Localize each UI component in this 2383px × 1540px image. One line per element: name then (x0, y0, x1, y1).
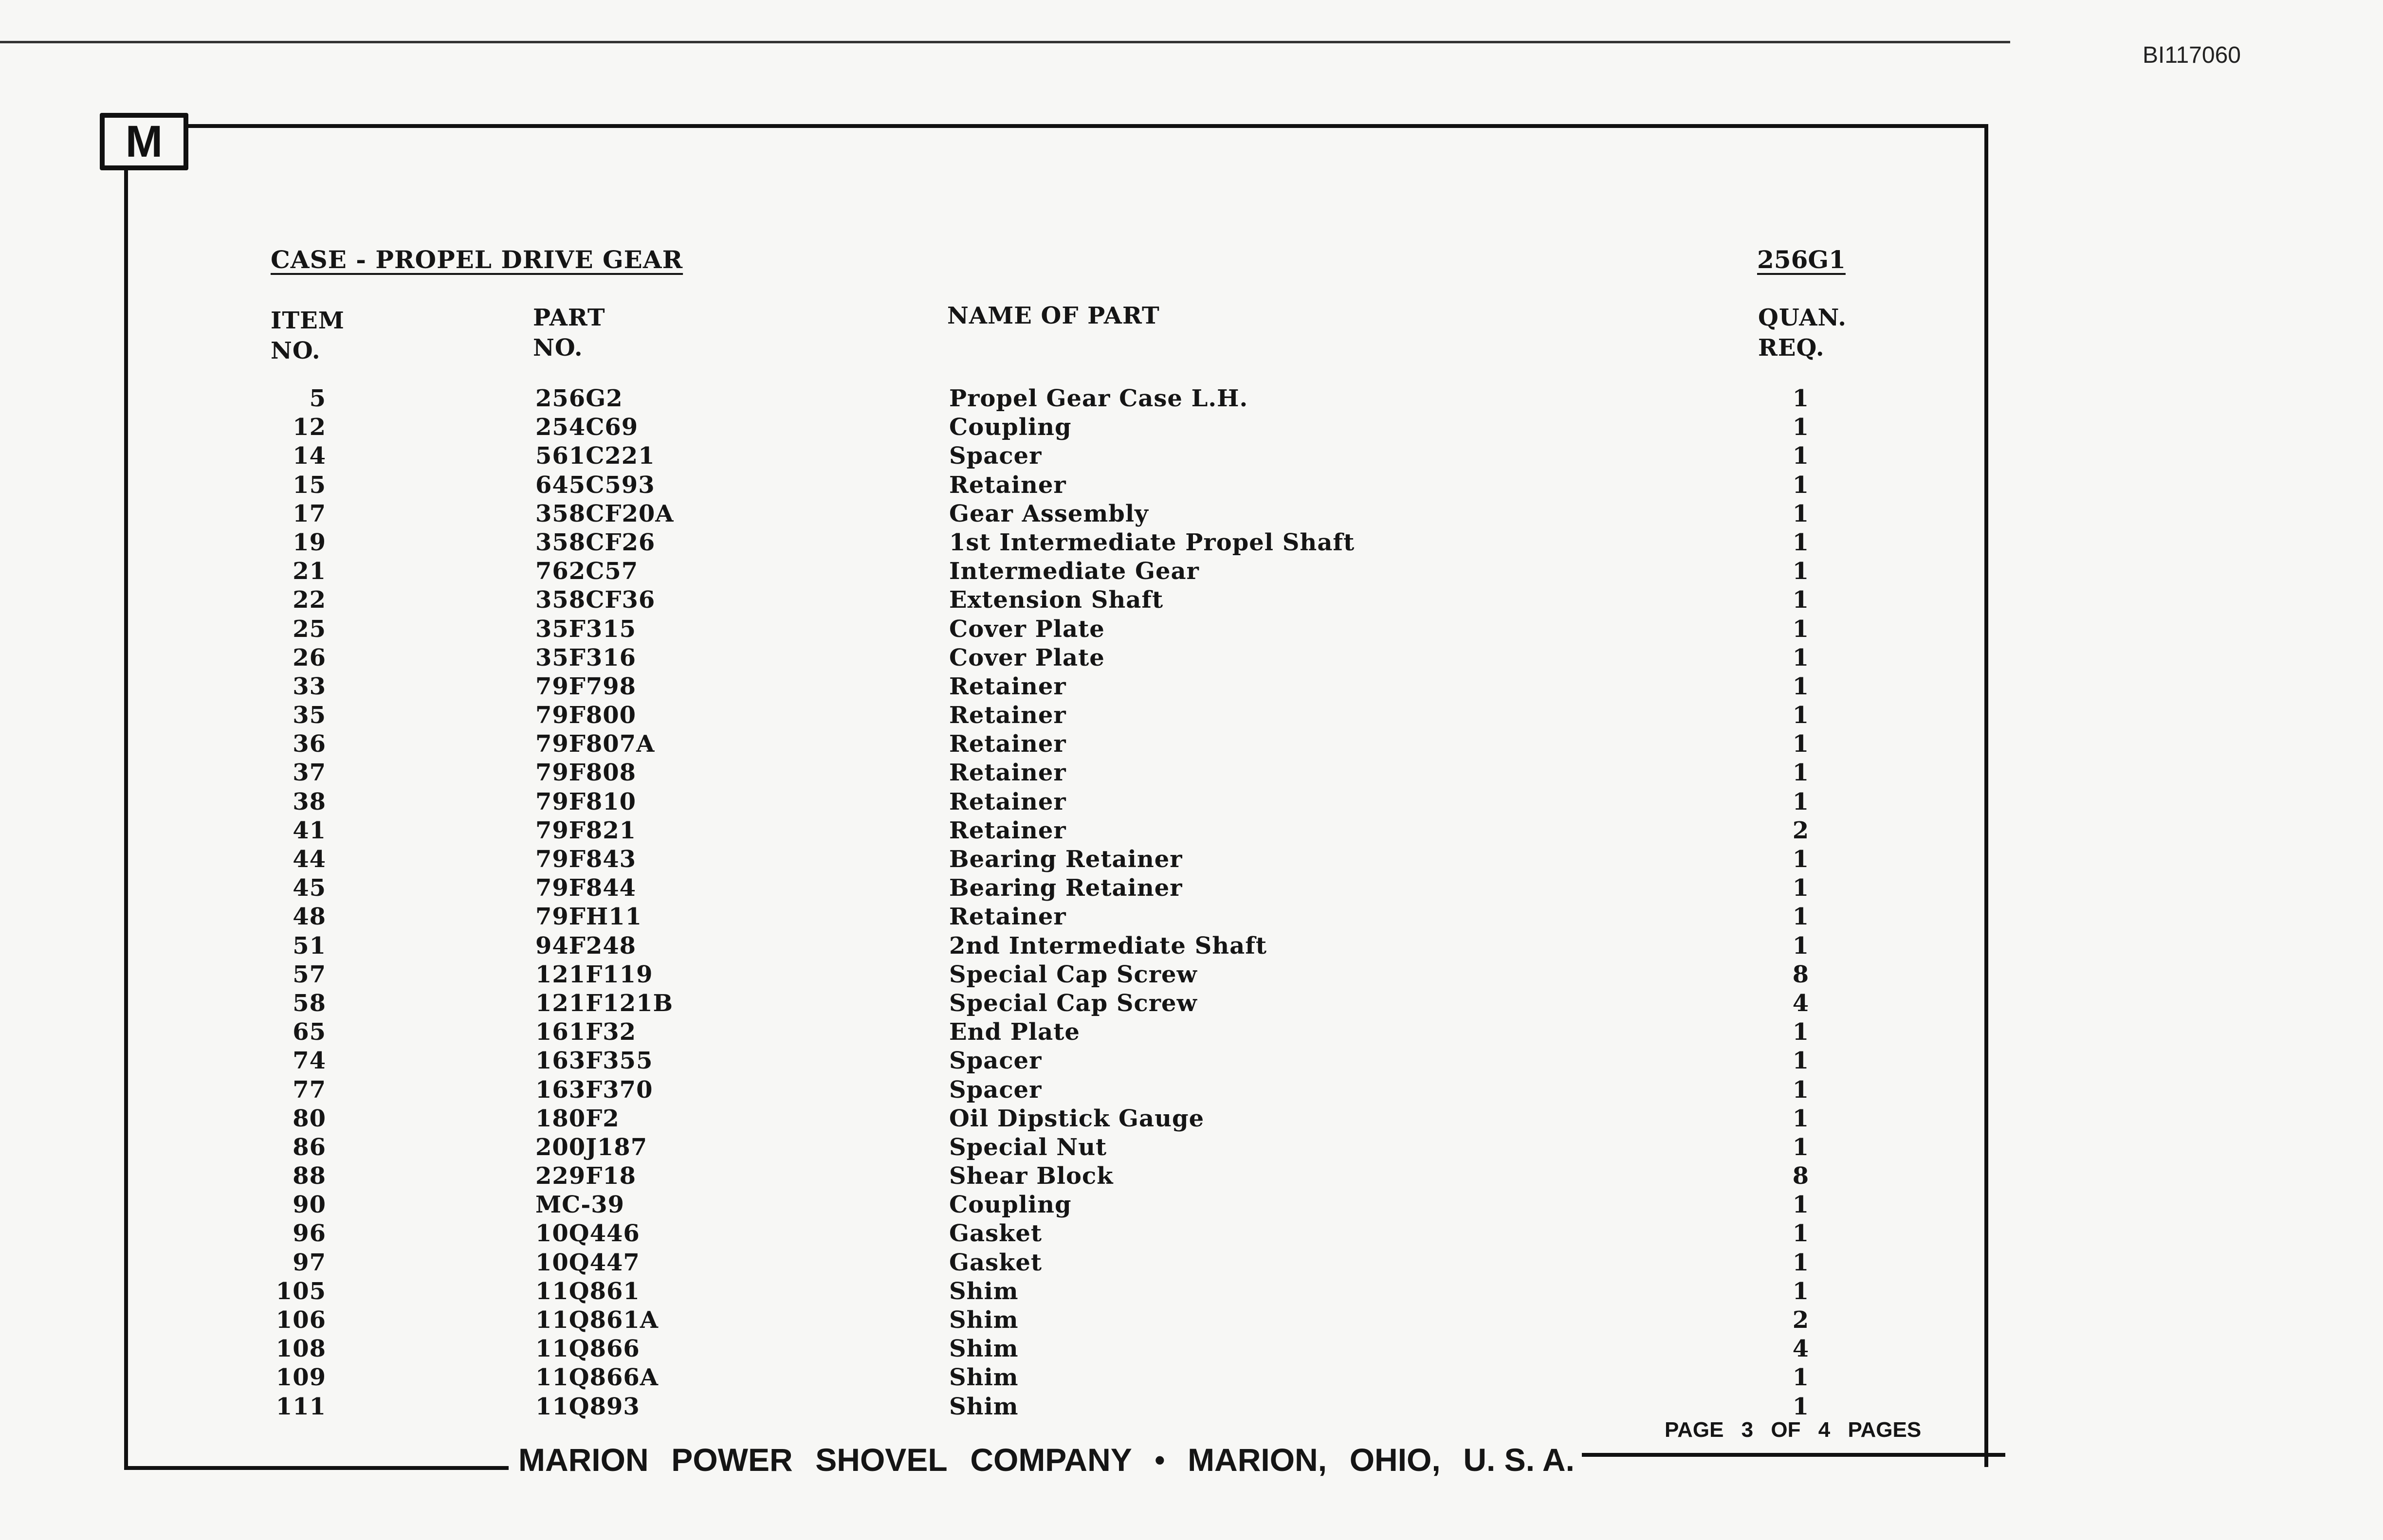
part-number: 79F844 (535, 874, 637, 902)
header-qty-line1: QUAN. (1758, 304, 1847, 331)
quantity: 1 (1792, 874, 1810, 902)
quantity: 1 (1792, 1191, 1810, 1219)
table-row (0, 413, 2383, 442)
quantity: 1 (1792, 788, 1810, 815)
page-label: PAGE (1665, 1418, 1724, 1442)
table-row (0, 1105, 2383, 1133)
part-number: MC-39 (535, 1191, 625, 1219)
header-qty-line2: REQ. (1758, 334, 1825, 362)
footer-rule-right (1582, 1453, 2005, 1457)
assembly-code: 256G1 (1757, 245, 1846, 274)
footer-word: MARION (518, 1442, 649, 1478)
quantity: 1 (1792, 1249, 1810, 1276)
table-row (0, 672, 2383, 701)
part-number: 94F248 (535, 932, 637, 960)
part-number: 10Q447 (535, 1249, 640, 1276)
part-name: Shim (949, 1306, 1019, 1334)
footer-word: MARION, (1188, 1442, 1327, 1478)
quantity: 1 (1792, 1105, 1810, 1132)
quantity: 1 (1792, 1277, 1810, 1305)
quantity: 1 (1792, 1364, 1810, 1392)
part-name: Gasket (949, 1249, 1043, 1276)
quantity: 1 (1792, 414, 1810, 441)
table-row (0, 730, 2383, 759)
part-name: Retainer (949, 816, 1066, 844)
item-number: 26 (293, 644, 326, 671)
part-name: Shim (949, 1335, 1019, 1363)
part-name: Special Nut (949, 1133, 1107, 1161)
item-number: 86 (293, 1133, 326, 1161)
marion-logo: M (100, 113, 188, 170)
part-name: Coupling (949, 414, 1072, 441)
part-name: Oil Dipstick Gauge (949, 1105, 1205, 1132)
part-number: 35F315 (535, 615, 637, 643)
item-number: 25 (293, 615, 326, 643)
item-number: 90 (293, 1191, 326, 1219)
quantity: 1 (1792, 385, 1810, 412)
item-number: 5 (309, 385, 326, 412)
footer-bullet: • (1155, 1443, 1165, 1476)
part-name: Retainer (949, 730, 1066, 758)
item-number: 77 (293, 1076, 326, 1104)
table-row (0, 384, 2383, 413)
table-row (0, 903, 2383, 931)
quantity: 1 (1792, 471, 1810, 499)
quantity: 4 (1792, 1335, 1810, 1363)
part-number: 561C221 (535, 442, 655, 470)
quantity: 1 (1792, 903, 1810, 931)
quantity: 1 (1792, 644, 1810, 671)
pages-label: PAGES (1848, 1418, 1922, 1442)
part-number: 762C57 (535, 558, 639, 585)
item-number: 105 (275, 1277, 326, 1305)
quantity: 1 (1792, 759, 1810, 787)
table-row (0, 960, 2383, 989)
item-number: 22 (293, 586, 326, 614)
scan-top-edge-line (0, 41, 2010, 43)
item-number: 36 (293, 730, 326, 758)
quantity: 1 (1792, 558, 1810, 585)
header-part-no (533, 303, 605, 363)
table-row (0, 500, 2383, 528)
part-name: Coupling (949, 1191, 1072, 1219)
table-row (0, 644, 2383, 672)
part-name: Shear Block (949, 1162, 1114, 1190)
header-part-line1: PART (533, 304, 605, 331)
header-quantity (1758, 303, 1847, 363)
part-number: 121F119 (535, 960, 653, 988)
quantity: 1 (1792, 932, 1810, 960)
quantity: 8 (1792, 960, 1810, 988)
item-number: 48 (293, 903, 326, 931)
part-name: 2nd Intermediate Shaft (949, 932, 1267, 960)
table-row (0, 1363, 2383, 1392)
item-number: 45 (293, 874, 326, 902)
item-number: 108 (275, 1335, 326, 1363)
item-number: 41 (293, 816, 326, 844)
quantity: 2 (1792, 1306, 1810, 1334)
table-row (0, 442, 2383, 471)
item-number: 88 (293, 1162, 326, 1190)
part-name: Spacer (949, 1076, 1042, 1104)
table-row (0, 1277, 2383, 1306)
table-row (0, 1335, 2383, 1363)
part-name: Retainer (949, 759, 1066, 787)
quantity: 1 (1792, 1133, 1810, 1161)
item-number: 74 (293, 1047, 326, 1075)
header-item-line2: NO. (271, 337, 321, 364)
part-name: Retainer (949, 788, 1066, 815)
item-number: 17 (293, 500, 326, 527)
table-row (0, 932, 2383, 960)
item-number: 106 (275, 1306, 326, 1334)
quantity: 1 (1792, 615, 1810, 643)
table-row (0, 1162, 2383, 1191)
part-name: Gear Assembly (949, 500, 1149, 527)
footer-word: SHOVEL (815, 1442, 948, 1478)
quantity: 1 (1792, 672, 1810, 700)
part-name: Shim (949, 1393, 1019, 1420)
item-number: 65 (293, 1018, 326, 1046)
parts-table (0, 384, 2383, 1421)
part-name: 1st Intermediate Propel Shaft (949, 528, 1355, 556)
quantity: 1 (1792, 1220, 1810, 1248)
quantity: 1 (1792, 1047, 1810, 1075)
page-indicator (1665, 1418, 1921, 1442)
item-number: 15 (293, 471, 326, 499)
quantity: 1 (1792, 442, 1810, 470)
item-number: 19 (293, 528, 326, 556)
quantity: 1 (1792, 1018, 1810, 1046)
quantity: 2 (1792, 816, 1810, 844)
part-number: 79F808 (535, 759, 637, 787)
item-number: 33 (293, 672, 326, 700)
table-row (0, 1249, 2383, 1277)
quantity: 1 (1792, 586, 1810, 614)
item-number: 35 (293, 702, 326, 729)
quantity: 4 (1792, 989, 1810, 1017)
part-name: Spacer (949, 442, 1042, 470)
footer-word: COMPANY (970, 1442, 1132, 1478)
header-item-no (271, 306, 345, 366)
part-name: Bearing Retainer (949, 874, 1183, 902)
table-row (0, 989, 2383, 1018)
item-number: 57 (293, 960, 326, 988)
item-number: 111 (275, 1393, 326, 1420)
item-number: 96 (293, 1220, 326, 1248)
table-row (0, 528, 2383, 557)
table-row (0, 788, 2383, 816)
table-row (0, 1306, 2383, 1335)
quantity: 1 (1792, 528, 1810, 556)
part-number: 163F355 (535, 1047, 653, 1075)
part-number: 79F807A (535, 730, 655, 758)
part-number: 358CF36 (535, 586, 656, 614)
quantity: 1 (1792, 846, 1810, 873)
part-number: 79F843 (535, 846, 637, 873)
table-row (0, 1133, 2383, 1162)
item-number: 14 (293, 442, 326, 470)
part-number: 358CF20A (535, 500, 674, 527)
footer-company (518, 1441, 1575, 1478)
part-number: 79F800 (535, 702, 637, 729)
part-name: Retainer (949, 903, 1066, 931)
footer-word: U. S. A. (1463, 1442, 1575, 1478)
part-number: 11Q861A (535, 1306, 659, 1334)
table-row (0, 615, 2383, 644)
table-row (0, 874, 2383, 903)
part-number: 11Q861 (535, 1277, 640, 1305)
part-name: Bearing Retainer (949, 846, 1183, 873)
quantity: 1 (1792, 702, 1810, 729)
part-name: Retainer (949, 471, 1066, 499)
quantity: 8 (1792, 1162, 1810, 1190)
part-number: 254C69 (535, 414, 639, 441)
part-number: 256G2 (535, 385, 623, 412)
part-name: Retainer (949, 672, 1066, 700)
item-number: 109 (275, 1364, 326, 1392)
item-number: 37 (293, 759, 326, 787)
item-number: 80 (293, 1105, 326, 1132)
item-number: 58 (293, 989, 326, 1017)
part-number: 79F821 (535, 816, 637, 844)
part-number: 121F121B (535, 989, 674, 1017)
part-name: Propel Gear Case L.H. (949, 385, 1248, 412)
quantity: 1 (1792, 730, 1810, 758)
item-number: 38 (293, 788, 326, 815)
page-number: 3 (1741, 1418, 1754, 1442)
part-name: Cover Plate (949, 644, 1105, 671)
part-number: 200J187 (535, 1133, 648, 1161)
part-name: End Plate (949, 1018, 1080, 1046)
part-name: Extension Shaft (949, 586, 1164, 614)
part-name: Intermediate Gear (949, 558, 1199, 585)
part-name: Gasket (949, 1220, 1043, 1248)
part-number: 10Q446 (535, 1220, 640, 1248)
part-name: Shim (949, 1364, 1019, 1392)
quantity: 1 (1792, 1076, 1810, 1104)
item-number: 44 (293, 846, 326, 873)
part-number: 161F32 (535, 1018, 637, 1046)
part-name: Special Cap Screw (949, 960, 1197, 988)
table-row (0, 759, 2383, 787)
footer-rule-left (124, 1466, 509, 1470)
footer-word: POWER (671, 1442, 793, 1478)
table-row (0, 816, 2383, 845)
part-name: Retainer (949, 702, 1066, 729)
part-number: 35F316 (535, 644, 637, 671)
header-item-line1: ITEM (271, 307, 345, 334)
part-number: 163F370 (535, 1076, 653, 1104)
table-row (0, 1393, 2383, 1421)
table-row (0, 557, 2383, 586)
table-row (0, 845, 2383, 874)
document-id: BI117060 (2143, 42, 2241, 68)
page-title: CASE - PROPEL DRIVE GEAR (271, 245, 683, 274)
part-name: Shim (949, 1277, 1019, 1305)
header-name-of-part: NAME OF PART (947, 302, 1160, 329)
part-number: 79F798 (535, 672, 637, 700)
table-row (0, 701, 2383, 730)
quantity: 1 (1792, 1393, 1810, 1420)
part-name: Cover Plate (949, 615, 1105, 643)
table-row (0, 1219, 2383, 1248)
item-number: 97 (293, 1249, 326, 1276)
table-row (0, 1076, 2383, 1105)
part-number: 11Q866 (535, 1335, 640, 1363)
table-row (0, 586, 2383, 615)
part-name: Spacer (949, 1047, 1042, 1075)
part-number: 180F2 (535, 1105, 620, 1132)
item-number: 21 (293, 558, 326, 585)
part-name: Special Cap Screw (949, 989, 1197, 1017)
table-row (0, 1047, 2383, 1075)
part-number: 11Q866A (535, 1364, 659, 1392)
part-number: 229F18 (535, 1162, 637, 1190)
total-pages: 4 (1818, 1418, 1831, 1442)
item-number: 51 (293, 932, 326, 960)
quantity: 1 (1792, 500, 1810, 527)
of-label: OF (1771, 1418, 1801, 1442)
table-row (0, 1018, 2383, 1047)
part-number: 79FH11 (535, 903, 642, 931)
part-number: 79F810 (535, 788, 637, 815)
table-row (0, 471, 2383, 500)
part-number: 11Q893 (535, 1393, 640, 1420)
header-part-line2: NO. (533, 334, 583, 362)
part-number: 645C593 (535, 471, 655, 499)
item-number: 12 (293, 414, 326, 441)
table-row (0, 1191, 2383, 1219)
part-number: 358CF26 (535, 528, 656, 556)
footer-word: OHIO, (1349, 1442, 1441, 1478)
